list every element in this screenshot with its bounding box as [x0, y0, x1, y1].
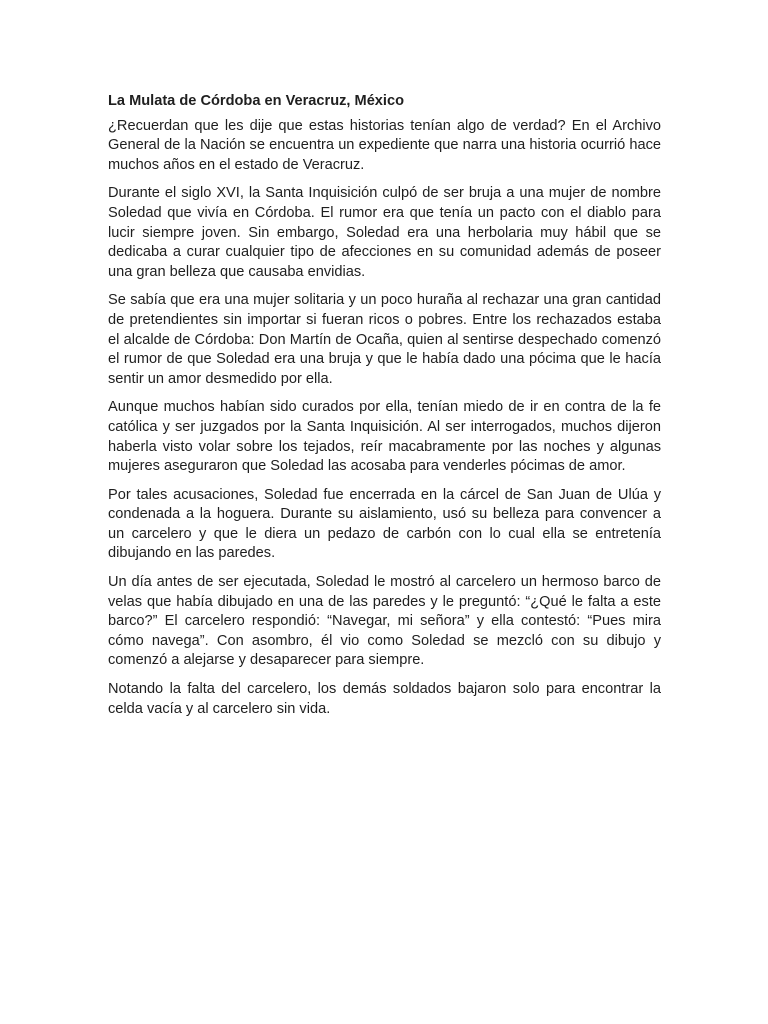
paragraph-2: Durante el siglo XVI, la Santa Inquisición culpó de ser bruja a una mujer de nombre Soledad que vivía en Córdoba. El rumor era que tenía un pacto con el diablo para lucir siempre joven. Sin embargo, Soledad era una herbolaria muy hábil que se dedicaba a curar cualquier tipo de afecciones en su comunidad además de poseer una gran belleza que causaba envidias. [108, 185, 661, 280]
paragraph-5: Por tales acusaciones, Soledad fue encerrada en la cárcel de San Juan de Ulúa y condenada a la hoguera. Durante su aislamiento, usó su belleza para convencer a un carcelero y que le diera un pedazo de carbón con lo cual ella se entretenía dibujando en las paredes. [108, 486, 661, 562]
paragraph-4: Aunque muchos habían sido curados por ella, tenían miedo de ir en contra de la fe católica y ser juzgados por la Santa Inquisición. Al ser interrogados, muchos dijeron haberla visto volar sobre los tejados, reír macabramente por las noches y algunas mujeres aseguraron que Soledad las acosaba para venderles pócimas de amor. [108, 399, 661, 475]
paragraph-7: Notando la falta del carcelero, los demás soldados bajaron solo para encontrar la celda vacía y al carcelero sin vida. [108, 681, 661, 717]
document-title: La Mulata de Córdoba en Veracruz, México [108, 93, 405, 109]
document-body [108, 92, 661, 728]
paragraph-6: Un día antes de ser ejecutada, Soledad le mostró al carcelero un hermoso barco de velas que había dibujado en una de las paredes y le preguntó: “¿Qué le falta a este barco?” El carcelero respondió: “Navegar, mi señora” y ella contestó: “Pues mira cómo navega”. Con asombro, él vio como Soledad se mezcló con su dibujo y comenzó a alejarse y desaparecer para siempre. [108, 574, 661, 669]
paragraph-1: ¿Recuerdan que les dije que estas historias tenían algo de verdad? En el Archivo General de la Nación se encuentra un expediente que narra una historia ocurrió hace muchos años en el estado de Veracruz. [108, 117, 661, 173]
paragraph-3: Se sabía que era una mujer solitaria y un poco huraña al rechazar una gran cantidad de pretendientes sin importar si fueran ricos o pobres. Entre los rechazados estaba el alcalde de Córdoba: Don Martín de Ocaña, quien al sentirse despechado comenzó el rumor de que Soledad era una bruja y que le había dado una pócima que le hacía sentir un amor desmedido por ella. [108, 292, 661, 387]
